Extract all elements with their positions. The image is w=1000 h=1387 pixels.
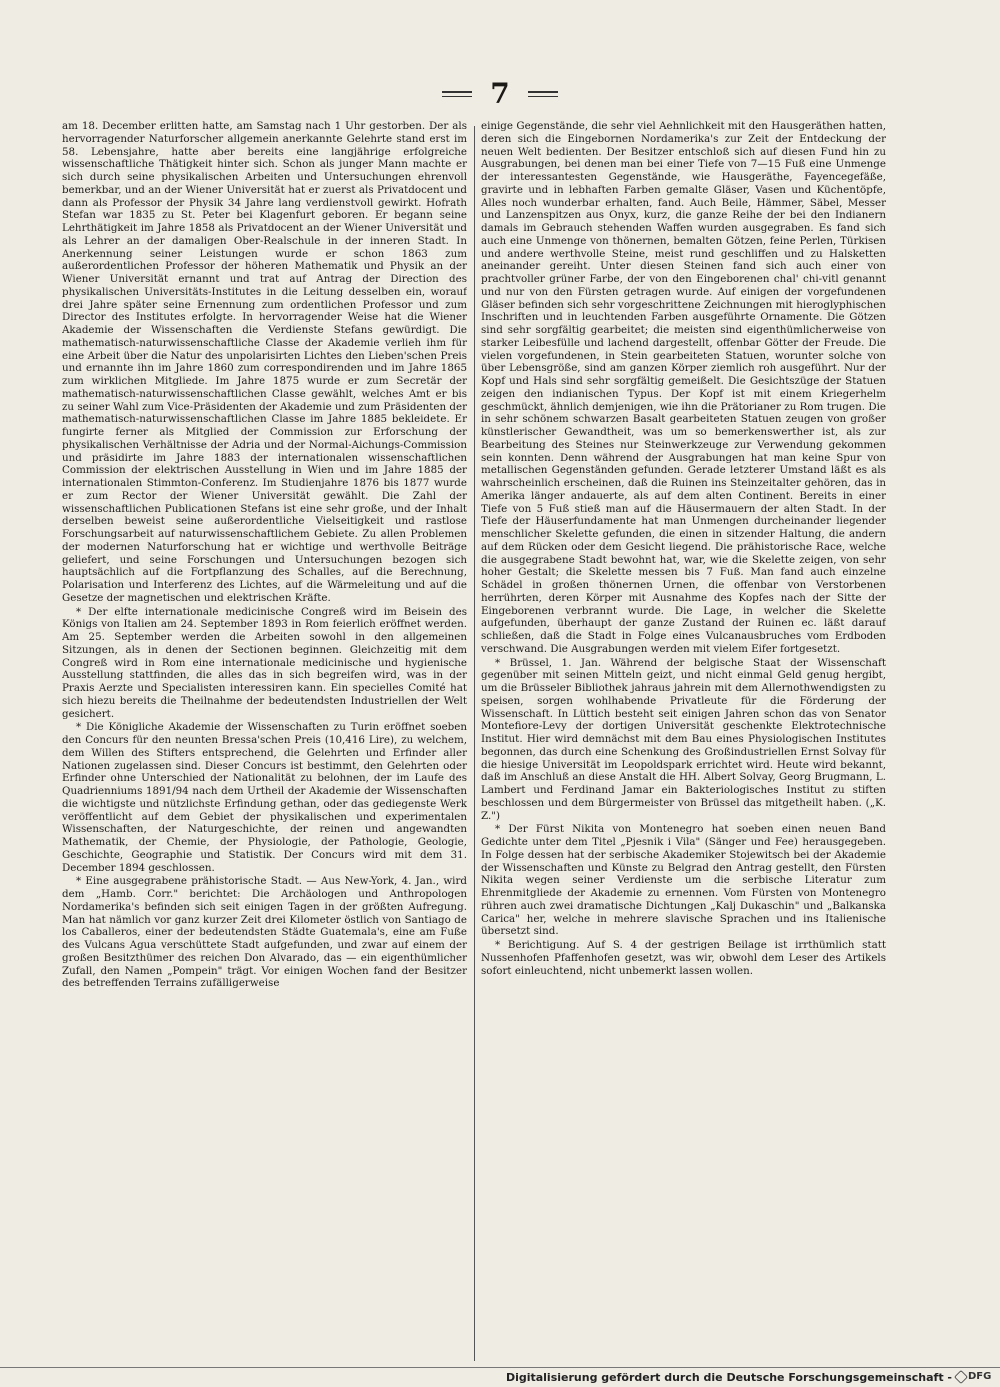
- article-paragraph: * Der elfte internationale medicinische Congreß wird im Beisein des Königs von Italien am 24. September 1893 in Rom feierlich eröffnet werden. Am 25. September werden die Arbeiten sowohl in den allgemeinen Sitzungen, als in denen der Sectionen beginnen. Gleichzeitig mit dem Congreß wird in Rom eine internationale medicinische und hygienische Ausstellung stattfinden, die alles das in sich begreifen wird, was in der Praxis Aerzte und Specialisten interessiren kann. Ein specielles Comité hat sich hiezu bereits die Theilnahme der bedeutendsten Industriellen der Welt gesichert.: [62, 605, 467, 720]
- article-paragraph: einige Gegenstände, die sehr viel Aehnlichkeit mit den Hausgeräthen hatten, deren sich die Eingebornen Nordamerika's zur Zeit der Entdeckung der neuen Welt bedienten. Der Besitzer entschloß sich auf diesen Fund hin zu Ausgrabungen, bei denen man bei einer Tiefe von 7—15 Fuß eine Unmenge der interessantesten Gegenstände, wie Hausgeräthe, Fayencegefäße, gravirte und in lebhaften Farben gemalte Gläser, Vasen und Küchentöpfe, Alles noch wunderbar erhalten, fand. Auch Beile, Hämmer, Säbel, Messer und Lanzenspitzen aus Onyx, kurz, die ganze Reihe der bei den Indianern damals im Gebrauch stehenden Waffen wurden ausgegraben. Es fand sich auch eine Unmenge von thönernen, bemalten Götzen, feine Perlen, Türkisen und andere werthvolle Steine, meist rund geschliffen und zu Halsketten aneinander gereiht. Unter diesen Steinen fand sich auch einer von prachtvoller grüner Farbe, der von den Eingeborenen chal' chi-vitl genannt und nur von den Fürsten getragen wurde. Auf einigen der vorgefundenen Gläser befinden sich sehr vorgeschrittene Zeichnungen mit hieroglyphischen Inschriften und in leuchtenden Farben ausgeführte Ornamente. Die Götzen sind sehr sorgfältig gearbeitet; die meisten sind eigenthümlicherweise von starker Leibesfülle und lachend dargestellt, offenbar Götter der Freude. Die vielen vorgefundenen, in Stein gearbeiteten Statuen, worunter solche von über Lebensgröße, sind am ganzen Körper ziemlich roh ausgeführt. Nur der Kopf und Hals sind sehr sorgfältig gemeißelt. Die Gesichtszüge der Statuen zeigen den indianischen Typus. Der Kopf ist mit einem Kriegerhelm geschmückt, ähnlich demjenigen, wie ihn die Prätorianer zu Rom trugen. Die in sehr schönem schwarzen Basalt gearbeiteten Statuen zeugen von großer künstlerischer Gewandtheit, was um so bemerkenswerther ist, als zur Bearbeitung des Steines nur Steinwerkzeuge zur Verwendung gekommen sein konnten. Denn während der Ausgrabungen hat man keine Spur von metallischen Gegenständen gefunden. Gerade letzterer Umstand läßt es als wahrscheinlich erscheinen, daß die Ruinen ins Steinzeitalter gehören, das in Amerika länger andauerte, als auf dem alten Continent. Bereits in einer Tiefe von 5 Fuß stieß man auf die Häusermauern der alten Stadt. In der Tiefe der Häuserfundamente hat man Unmengen durcheinander liegender menschlicher Skelette gefunden, die einen in sitzender Haltung, die andern auf dem Rücken oder dem Gesicht liegend. Die prähistorische Race, welche die ausgegrabene Stadt bewohnt hat, war, wie die Skelette zeigen, von sehr hoher Gestalt; die Skelette messen bis 7 Fuß. Man fand auch einzelne Schädel in großen thönernen Urnen, die offenbar von Verstorbenen herrührten, deren Körper mit Ausnahme des Kopfes nach der Sitte der Eingeborenen verbrannt wurde. Die Lage, in welcher die Skelette aufgefunden, überhaupt der ganze Zustand der Ruinen ec. läßt darauf schließen, daß die Stadt in Folge eines Vulcanausbruches vom Erdboden verschwand. Die Ausgrabungen werden mit vielem Eifer fortgesetzt.: [481, 120, 886, 655]
- text-columns: [62, 120, 886, 1355]
- article-paragraph: * Die Königliche Akademie der Wissenschaften zu Turin eröffnet soeben den Concurs für den neunten Bressa'schen Preis (10,416 Lire), zu welchem, dem Willen des Stifters entsprechend, die Gelehrten und Erfinder aller Nationen zugelassen sind. Dieser Concurs ist bestimmt, den Gelehrten oder Erfinder ohne Unterschied der Nationalität zu belohnen, der im Laufe des Quadrienniums 1891/94 nach dem Urtheil der Akademie der Wissenschaften die wichtigste und nützlichste Erfindung gethan, oder das gediegenste Werk veröffentlicht auf dem Gebiet der physikalischen und experimentalen Wissenschaften, der Naturgeschichte, der reinen und angewandten Mathematik, der Chemie, der Physiologie, der Pathologie, Geologie, Geschichte, Geographie und Statistik. Der Concurs wird mit dem 31. December 1894 geschlossen.: [62, 721, 467, 874]
- left-column: [62, 120, 467, 1355]
- article-paragraph: * Berichtigung. Auf S. 4 der gestrigen Beilage ist irrthümlich statt Nussenhofen Pfaffenhofen gesetzt, was wir, obwohl dem Leser des Artikels sofort einleuchtend, nicht unbemerkt lassen wollen.: [481, 939, 886, 977]
- page-header: [0, 77, 1000, 110]
- header-ornament-right: [528, 91, 558, 97]
- footer: [0, 1367, 1000, 1387]
- dfg-logo-text: DFG: [968, 1371, 992, 1382]
- article-paragraph: * Der Fürst Nikita von Montenegro hat soeben einen neuen Band Gedichte unter dem Titel „Pjesnik i Vila" (Sänger und Fee) herausgegeben. In Folge dessen hat der serbische Akademiker Stojewitsch bei der Akademie der Wissenschaften und Künste zu Belgrad den Antrag gestellt, den Fürsten Nikita wegen seiner Verdienste um die serbische Literatur zum Ehrenmitgliede der Akademie zu ernennen. Vom Fürsten von Montenegro rühren auch zwei dramatische Dichtungen „Kalj Dukaschin" und „Balkanska Carica" her, welche in mehrere slavische Sprachen und ins Italienische übersetzt sind.: [481, 823, 886, 938]
- article-paragraph: am 18. December erlitten hatte, am Samstag nach 1 Uhr gestorben. Der als hervorragender Naturforscher allgemein anerkannte Gelehrte stand erst im 58. Lebensjahre, hatte aber bereits eine langjährige erfolgreiche wissenschaftliche Thätigkeit hinter sich. Schon als junger Mann machte er sich durch seine physikalischen Arbeiten und Untersuchungen ehrenvoll bemerkbar, und an der Wiener Universität hat er zuerst als Privatdocent und dann als Professor der Physik 34 Jahre lang verdienstvoll gewirkt. Hofrath Stefan war 1835 zu St. Peter bei Klagenfurt geboren. Er begann seine Lehrthätigkeit im Jahre 1858 als Privatdocent an der Wiener Universität und als Lehrer an der damaligen Ober-Realschule in der inneren Stadt. In Anerkennung seiner Leistungen wurde er schon 1863 zum außerordentlichen Professor der höheren Mathematik und Physik an der Wiener Universität ernannt und trat auf Antrag der Direction des physikalischen Universitäts-Institutes in die Leitung desselben ein, worauf drei Jahre später seine Ernennung zum ordentlichen Professor und zum Director des Institutes erfolgte. In hervorragender Weise hat die Wiener Akademie der Wissenschaften die Verdienste Stefans gewürdigt. Die mathematisch-naturwissenschaftliche Classe der Akademie verlieh ihm für eine Arbeit über die Natur des unpolarisirten Lichtes den Lieben'schen Preis und ernannte ihn im Jahre 1860 zum correspondirenden und im Jahre 1865 zum wirklichen Mitgliede. Im Jahre 1875 wurde er zum Secretär der mathematisch-naturwissenschaftlichen Classe gewählt, welches Amt er bis zu seiner Wahl zum Vice-Präsidenten der Akademie und zum Präsidenten der mathematisch-naturwissenschaftlichen Classe im Jahre 1885 bekleidete. Er fungirte ferner als Mitglied der Commission zur Erforschung der physikalischen Verhältnisse der Adria und der Normal-Aichungs-Commission und präsidirte im Jahre 1883 der internationalen wissenschaftlichen Commission der elektrischen Ausstellung in Wien und im Jahre 1885 der internationalen Stimmton-Conferenz. Im Studienjahre 1876 bis 1877 wurde er zum Rector der Wiener Universität gewählt. Die Zahl der wissenschaftlichen Publicationen Stefans ist eine sehr große, und der Inhalt derselben beweist seine außerordentliche Vielseitigkeit und rastlose Forschungsarbeit auf naturwissenschaftlichem Gebiete. Zu allen Problemen der modernen Naturforschung hat er wichtige und werthvolle Beiträge geliefert, und seine Forschungen und Untersuchungen bezogen sich hauptsächlich auf die Fortpflanzung des Schalles, auf die Berechnung, Polarisation und Interferenz des Lichtes, auf die Wärmeleitung und auf die Gesetze der magnetischen und elektrischen Kräfte.: [62, 120, 467, 604]
- dfg-mark-icon: [954, 1369, 968, 1383]
- header-ornament-left: [442, 91, 472, 97]
- funding-notice: Digitalisierung gefördert durch die Deutsche Forschungsgemeinschaft -: [505, 1371, 952, 1384]
- article-paragraph: * Brüssel, 1. Jan. Während der belgische Staat der Wissenschaft gegenüber mit seinen Mitteln geizt, und nicht einmal Geld genug hergibt, um die Brüsseler Bibliothek jahraus jahrein mit dem Allernothwendigsten zu speisen, sorgen wohlhabende Privatleute für die Förderung der Wissenschaft. In Lüttich besteht seit einigen Jahren schon das von Senator Montefiore-Levy der dortigen Universität geschenkte Elektrotechnische Institut. Hier wird demnächst mit dem Bau eines Physiologischen Institutes begonnen, das durch eine Schenkung des Großindustriellen Ernst Solvay für die hiesige Universität im Leopoldspark errichtet wird. Heute wird bekannt, daß im Anschluß an diese Anstalt die HH. Albert Solvay, Georg Brugmann, L. Lambert und Ferdinand Jamar ein Bakteriologisches Institut zu stiften beschlossen und dem Bürgermeister von Brüssel das mitgetheilt haben. („K. Z."): [481, 656, 886, 822]
- footer-divider: [0, 1367, 1000, 1368]
- right-column: [481, 120, 886, 1355]
- article-paragraph: * Eine ausgegrabene prähistorische Stadt. — Aus New-York, 4. Jan., wird dem „Hamb. Corr." berichtet: Die Archäologen und Anthropologen Nordamerika's befinden sich seit einigen Tagen in der größten Aufregung. Man hat nämlich vor ganz kurzer Zeit drei Kilometer östlich von Santiago de los Caballeros, einer der bedeutendsten Städte Guatemala's, eine am Fuße des Vulcans Agua verschüttete Stadt aufgefunden, und zwar auf einem der großen Besitzthümer des reichen Don Alvarado, das — ein eigenthümlicher Zufall, den Namen „Pompein" trägt. Vor einigen Wochen fand der Besitzer des betreffenden Terrains zufälligerweise: [62, 875, 467, 990]
- page-number: 7: [490, 77, 510, 110]
- dfg-logo: [956, 1370, 992, 1383]
